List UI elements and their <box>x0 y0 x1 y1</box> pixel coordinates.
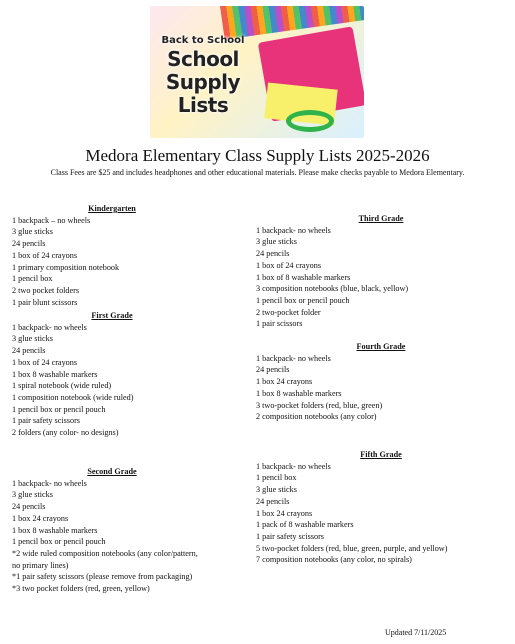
list-item: 1 pair safety scissors <box>256 531 324 541</box>
list-item: 1 backpack- no wheels <box>12 322 87 332</box>
list-item: 1 composition notebook (wide ruled) <box>12 392 134 402</box>
first-grade-heading: First Grade <box>91 311 133 320</box>
fifth-grade-section <box>256 449 506 566</box>
list-item: 3 glue sticks <box>256 485 297 495</box>
list-item: *2 wide ruled composition notebooks (any color/pattern, <box>12 548 198 558</box>
list-item: *3 two pocket folders (red, green, yellow) <box>12 584 150 594</box>
fourth-grade-heading: Fourth Grade <box>356 342 406 351</box>
list-item: 1 pack of 8 washable markers <box>256 520 354 530</box>
banner-line4: Lists <box>177 93 229 117</box>
list-item: *1 pair safety scissors (please remove from packaging) <box>12 572 193 582</box>
list-item: no primary lines) <box>12 560 69 570</box>
list-item: 1 box 8 washable markers <box>12 525 98 535</box>
fourth-grade-section <box>256 341 506 423</box>
list-item: 2 composition notebooks (any color) <box>256 412 377 422</box>
list-item: 1 box of 24 crayons <box>12 357 78 367</box>
list-item: 1 backpack- no wheels <box>256 353 331 363</box>
list-item: 1 primary composition notebook <box>12 262 120 272</box>
list-item: 1 spiral notebook (wide ruled) <box>12 381 112 391</box>
banner-line1: Back to School <box>161 35 245 46</box>
list-item: 24 pencils <box>256 249 290 259</box>
list-item: 3 two-pocket folders (red, blue, green) <box>256 400 383 410</box>
list-item: 1 box of 8 washable markers <box>256 272 351 282</box>
list-item: 1 box 24 crayons <box>256 377 313 387</box>
list-item: 1 pencil box or pencil pouch <box>12 537 106 547</box>
list-item: 2 two-pocket folder <box>256 307 321 317</box>
list-item: 3 glue sticks <box>256 237 297 247</box>
list-item: 1 pencil box or pencil pouch <box>12 404 106 414</box>
updated-date: Updated 7/11/2025 <box>385 628 447 637</box>
list-item: 1 pair blunt scissors <box>12 297 78 307</box>
list-item: 24 pencils <box>12 239 46 249</box>
list-item: 1 box 8 washable markers <box>256 388 342 398</box>
list-item: 1 pair scissors <box>256 319 303 329</box>
list-item: 1 box 24 crayons <box>12 513 69 523</box>
list-item: 1 box of 24 crayons <box>12 250 78 260</box>
second-grade-heading: Second Grade <box>87 467 137 476</box>
back-to-school-banner-image <box>150 6 364 138</box>
list-item: 3 glue sticks <box>12 490 53 500</box>
list-item: 1 backpack- no wheels <box>256 225 331 235</box>
kindergarten-section <box>12 203 212 308</box>
list-item: 24 pencils <box>256 365 290 375</box>
list-item: 1 box 8 washable markers <box>12 369 98 379</box>
list-item: 2 folders (any color- no designs) <box>12 428 119 438</box>
list-item: 1 box 24 crayons <box>256 508 313 518</box>
third-grade-section <box>256 213 506 330</box>
list-item: 1 backpack- no wheels <box>12 478 87 488</box>
list-item: 1 box of 24 crayons <box>256 260 322 270</box>
list-item: 24 pencils <box>256 496 290 506</box>
banner-text <box>158 36 248 118</box>
class-fees-note: Class Fees are $25 and includes headphones and other educational materials. Please make checks payable to Medora Elementary. <box>50 168 465 177</box>
second-grade-section <box>12 466 212 595</box>
list-item: 2 two pocket folders <box>12 285 80 295</box>
list-item: 1 pencil box <box>12 274 53 284</box>
first-grade-section <box>12 310 212 439</box>
banner-line2: School <box>167 47 239 71</box>
fifth-grade-heading: Fifth Grade <box>360 450 402 459</box>
list-item: 1 pair safety scissors <box>12 416 80 426</box>
list-item: 5 two-pocket folders (red, blue, green, purple, and yellow) <box>256 543 448 553</box>
banner-line3: Supply <box>165 70 241 94</box>
list-item: 1 backpack – no wheels <box>12 215 91 225</box>
list-item: 24 pencils <box>12 346 46 356</box>
list-item: 3 composition notebooks (blue, black, yellow) <box>256 284 409 294</box>
list-item: 7 composition notebooks (any color, no spirals) <box>256 555 412 565</box>
kindergarten-heading: Kindergarten <box>88 204 136 213</box>
page-title: Medora Elementary Class Supply Lists 2025-2026 <box>85 146 430 165</box>
list-item: 1 backpack- no wheels <box>256 461 331 471</box>
third-grade-heading: Third Grade <box>358 214 404 223</box>
scissors-icon <box>286 110 334 132</box>
list-item: 3 glue sticks <box>12 334 53 344</box>
list-item: 1 pencil box or pencil pouch <box>256 295 350 305</box>
list-item: 1 pencil box <box>256 473 297 483</box>
list-item: 3 glue sticks <box>12 227 53 237</box>
list-item: 24 pencils <box>12 502 46 512</box>
